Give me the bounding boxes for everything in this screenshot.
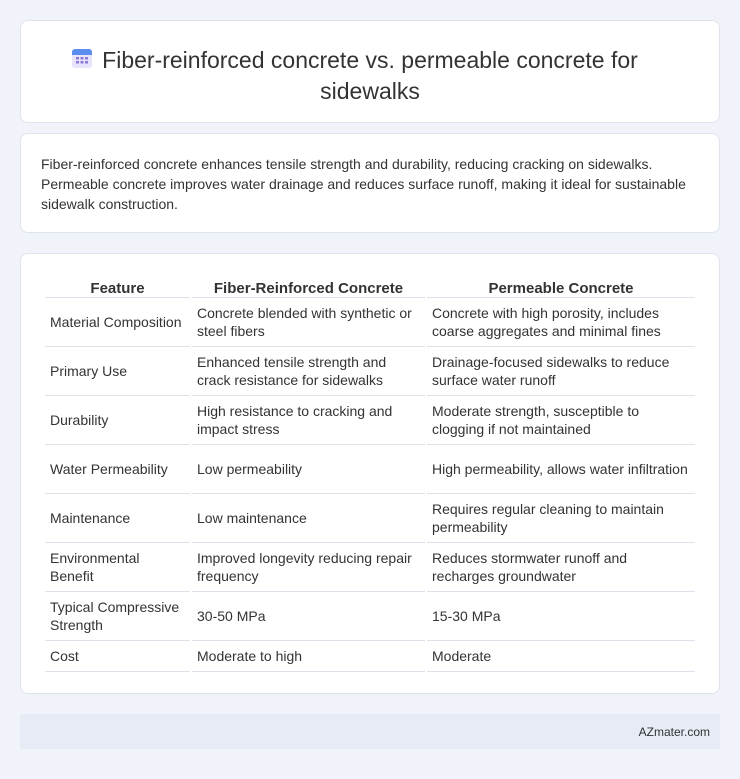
row-fiber-value: Low maintenance (192, 494, 425, 543)
header-fiber-reinforced: Fiber-Reinforced Concrete (192, 276, 425, 298)
row-permeable-value: Moderate strength, susceptible to clogging if not maintained (427, 396, 695, 445)
row-fiber-value: Concrete blended with synthetic or steel fibers (192, 298, 425, 347)
row-feature: Cost (45, 641, 190, 672)
summary-text: Fiber-reinforced concrete enhances tensile strength and durability, reducing cracking on sidewalks. Permeable concrete improves water drainage and reduces surface runoff, making it ideal for sustainable sidewalk construction. (41, 156, 686, 212)
row-permeable-value: Requires regular cleaning to maintain permeability (427, 494, 695, 543)
row-permeable-value: Reduces stormwater runoff and recharges groundwater (427, 543, 695, 592)
footer-brand[interactable]: AZmater.com (638, 725, 710, 739)
comparison-card (20, 253, 720, 694)
table-row (45, 543, 695, 592)
page-title-line2: sidewalks (320, 78, 420, 104)
table-row (45, 494, 695, 543)
row-permeable-value: Drainage-focused sidewalks to reduce surface water runoff (427, 347, 695, 396)
header-feature: Feature (45, 276, 190, 298)
row-fiber-value: Low permeability (192, 445, 425, 494)
row-feature: Material Composition (45, 298, 190, 347)
table-header-row (45, 276, 695, 298)
row-feature: Durability (45, 396, 190, 445)
table-row (45, 298, 695, 347)
row-permeable-value: Moderate (427, 641, 695, 672)
page-title-line1: Fiber-reinforced concrete vs. permeable concrete for (102, 47, 638, 73)
row-fiber-value: Enhanced tensile strength and crack resistance for sidewalks (192, 347, 425, 396)
row-feature: Water Permeability (45, 445, 190, 494)
page-title (21, 45, 719, 107)
table-row (45, 445, 695, 494)
row-permeable-value: Concrete with high porosity, includes coarse aggregates and minimal fines (427, 298, 695, 347)
row-permeable-value: 15-30 MPa (427, 592, 695, 641)
comparison-table (43, 276, 697, 672)
row-fiber-value: 30-50 MPa (192, 592, 425, 641)
summary-card (20, 133, 720, 233)
row-feature: Environmental Benefit (45, 543, 190, 592)
row-feature: Typical Compressive Strength (45, 592, 190, 641)
row-permeable-value: High permeability, allows water infiltration (427, 445, 695, 494)
row-feature: Maintenance (45, 494, 190, 543)
row-fiber-value: High resistance to cracking and impact stress (192, 396, 425, 445)
row-feature: Primary Use (45, 347, 190, 396)
table-row (45, 347, 695, 396)
table-row (45, 396, 695, 445)
row-fiber-value: Improved longevity reducing repair frequency (192, 543, 425, 592)
table-row (45, 641, 695, 672)
footer (20, 714, 720, 749)
title-card (20, 20, 720, 123)
row-fiber-value: Moderate to high (192, 641, 425, 672)
header-permeable: Permeable Concrete (427, 276, 695, 298)
table-row (45, 592, 695, 641)
